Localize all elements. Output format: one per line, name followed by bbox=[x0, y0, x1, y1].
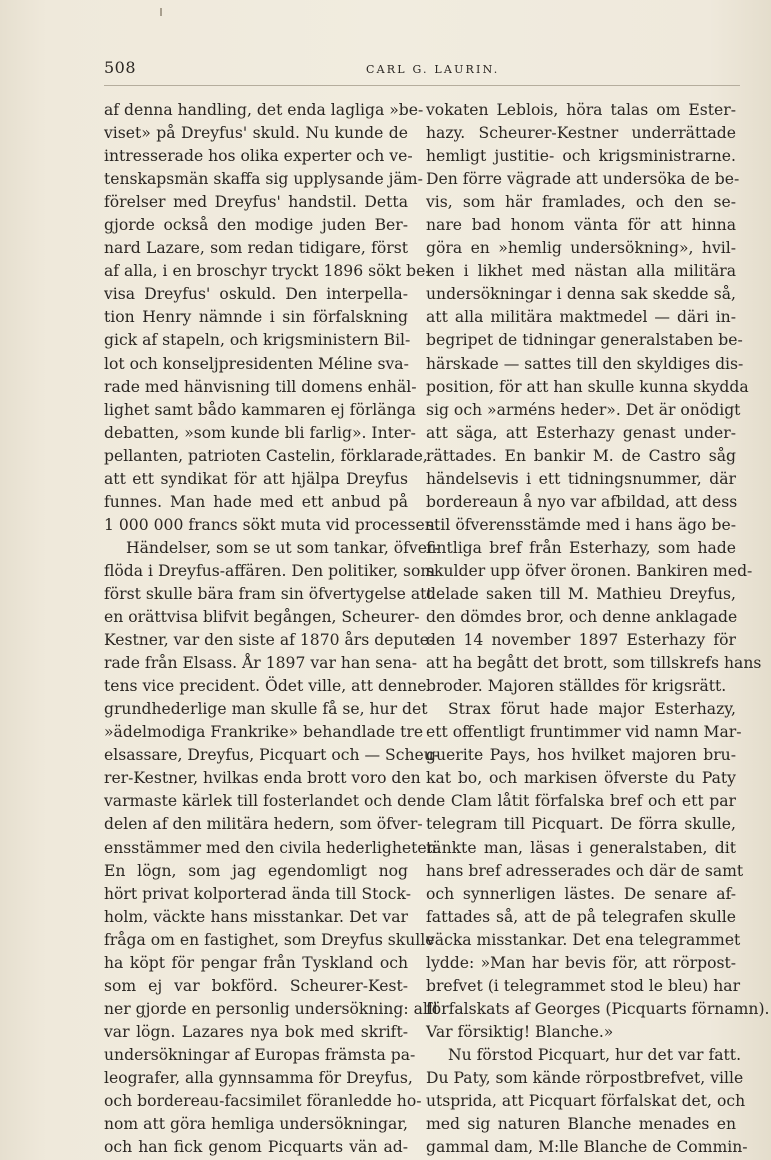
header-rule bbox=[104, 85, 740, 86]
right-column-line: delade saken till M. Mathieu Dreyfus, bbox=[426, 584, 736, 603]
left-column-line: pellanten, patrioten Castelin, förklarade, bbox=[104, 446, 428, 465]
right-column-line: Den förre vägrade att undersöka de be- bbox=[426, 170, 740, 189]
right-column-line: hazy. Scheurer-Kestner underrättade bbox=[426, 124, 736, 143]
left-column-line: visa Dreyfus' oskuld. Den interpella- bbox=[104, 285, 408, 304]
left-column-line: holm, väckte hans misstankar. Det var bbox=[104, 907, 408, 926]
left-column-line: hört privat kolporterad ända till Stock- bbox=[104, 884, 411, 903]
left-column-line: lighet samt bådo kammaren ej förlänga bbox=[104, 400, 416, 419]
right-column-line: bordereaun å nyo var afbildad, att dess bbox=[426, 492, 738, 511]
right-column-line: undersökningar i denna sak skedde så, bbox=[426, 285, 736, 304]
right-column-line: Du Paty, som kände rörpostbrefvet, ville bbox=[426, 1068, 744, 1087]
right-column-line: utsprida, att Picquart förfalskat det, och bbox=[426, 1092, 746, 1111]
left-column-line: tenskapsmän skaffa sig upplysande jäm- bbox=[104, 170, 423, 189]
left-column-line: att ett syndikat för att hjälpa Dreyfus bbox=[104, 469, 408, 488]
right-column-line: brefvet (i telegrammet stod le bleu) har bbox=[426, 976, 741, 995]
left-column-line: flöda i Dreyfus-affären. Den politiker, som bbox=[104, 561, 436, 580]
right-column-line: att säga, att Esterhazy genast under- bbox=[426, 423, 736, 442]
right-column-line: position, för att han skulle kunna skydda bbox=[426, 377, 749, 396]
right-column-line: kat bo, och markisen öfverste du Paty bbox=[426, 769, 736, 788]
left-column-line: och bordereau-facsimilet föranledde ho- bbox=[104, 1092, 422, 1111]
left-column-line: Händelser, som se ut som tankar, öfver- bbox=[126, 538, 440, 557]
left-column-line: gick af stapeln, och krigsministern Bil- bbox=[104, 331, 411, 350]
right-column-line: och synnerligen lästes. De senare af- bbox=[426, 884, 736, 903]
left-column-line: delen af den militära hedern, som öfver- bbox=[104, 815, 423, 834]
right-column-line: vis, som här framlades, och den se- bbox=[426, 193, 736, 212]
left-column-line: nom att göra hemliga undersökningar, bbox=[104, 1115, 408, 1134]
page-number: 508 bbox=[104, 58, 137, 77]
right-text-column bbox=[426, 99, 770, 1159]
left-column-line: varmaste kärlek till fosterlandet och den bbox=[104, 792, 427, 811]
right-column-line: Strax förut hade major Esterhazy, bbox=[448, 700, 736, 719]
right-column-line: väcka misstankar. Det ena telegrammet bbox=[426, 930, 741, 949]
right-column-line: nare bad honom vänta för att hinna bbox=[426, 216, 736, 235]
left-column-line: 1 000 000 francs sökt muta vid processen. bbox=[104, 515, 440, 534]
right-column-line: att alla militära maktmedel — däri in- bbox=[426, 308, 736, 327]
right-column-line: ett offentligt fruntimmer vid namn Mar- bbox=[426, 723, 742, 742]
left-column-line: lot och konseljpresidenten Méline sva- bbox=[104, 354, 409, 373]
left-column-line: En lögn, som jag egendomligt nog bbox=[104, 861, 408, 880]
right-column-line: ken i likhet med nästan alla militära bbox=[426, 262, 736, 281]
right-column-line: med sig naturen Blanche menades en bbox=[426, 1115, 736, 1134]
right-column-line: förfalskats af Georges (Picquarts förnamn). bbox=[426, 999, 770, 1018]
left-column-line: elsassare, Dreyfus, Picquart och — Scheu- bbox=[104, 746, 440, 765]
left-text-column bbox=[104, 99, 442, 1159]
right-column-line: skulder upp öfver öronen. Bankiren med- bbox=[426, 561, 753, 580]
left-column-line: fråga om en fastighet, som Dreyfus skulle bbox=[104, 930, 435, 949]
left-column-line: nard Lazare, som redan tidigare, först bbox=[104, 239, 408, 258]
right-column-line: hans bref adresserades och där de samt bbox=[426, 861, 744, 880]
left-column-line: viset» på Dreyfus' skuld. Nu kunde de bbox=[104, 124, 408, 143]
left-column-line: af alla, i en broschyr tryckt 1896 sökt be- bbox=[104, 262, 431, 281]
left-column-line: tens vice precident. Ödet ville, att denne bbox=[104, 677, 427, 696]
right-column-line: händelsevis i ett tidningsnummer, där bbox=[426, 469, 736, 488]
running-head bbox=[104, 58, 736, 84]
left-column-line: var lögn. Lazares nya bok med skrift- bbox=[104, 1022, 408, 1041]
right-column-line: lydde: »Man har bevis för, att rörpost- bbox=[426, 953, 736, 972]
running-title: CARL G. LAURIN. bbox=[366, 63, 500, 76]
right-column-line: fattades så, att de på telegrafen skulle bbox=[426, 907, 736, 926]
left-column-line: ha köpt för pengar från Tyskland och bbox=[104, 953, 408, 972]
left-column-line: intresserade hos olika experter och ve- bbox=[104, 147, 413, 166]
left-column-line: tion Henry nämnde i sin förfalskning bbox=[104, 308, 408, 327]
left-column-line: Kestner, var den siste af 1870 års depute- bbox=[104, 631, 435, 650]
left-column-line: grundhederlige man skulle få se, hur det bbox=[104, 700, 428, 719]
left-column-line: först skulle bära fram sin öfvertygelse att bbox=[104, 584, 433, 603]
right-column-line: Nu förstod Picquart, hur det var fatt. bbox=[448, 1045, 742, 1064]
print-mark bbox=[160, 8, 162, 16]
left-column-line: af denna handling, det enda lagliga »be- bbox=[104, 101, 424, 119]
left-column-line: som ej var bokförd. Scheurer-Kest- bbox=[104, 976, 408, 995]
left-column-line: och han fick genom Picquarts vän ad- bbox=[104, 1138, 408, 1157]
left-column-line: en orättvisa blifvit begången, Scheurer- bbox=[104, 608, 420, 627]
right-column-line: Var försiktig! Blanche.» bbox=[426, 1022, 614, 1041]
left-column-line: rer-Kestner, hvilkas enda brott voro den bbox=[104, 769, 421, 788]
left-column-line: undersökningar af Europas främsta pa- bbox=[104, 1045, 416, 1064]
right-column-line: de Clam låtit förfalska bref och ett par bbox=[426, 792, 736, 811]
left-column-line: ner gjorde en personlig undersökning: allt bbox=[104, 999, 440, 1018]
right-column-line: telegram till Picquart. De förra skulle, bbox=[426, 815, 736, 834]
right-column-line: göra en »hemlig undersökning», hvil- bbox=[426, 239, 736, 258]
right-column-line: vokaten Leblois, höra talas om Ester- bbox=[426, 101, 736, 119]
left-column-line: förelser med Dreyfus' handstil. Detta bbox=[104, 193, 408, 212]
right-column-line: att ha begått det brott, som tillskrefs hans bbox=[426, 654, 762, 673]
left-column-line: debatten, »som kunde bli farlig». Inter- bbox=[104, 423, 416, 442]
right-column-line: härskade — sattes till den skyldiges dis- bbox=[426, 354, 744, 373]
right-column-line: den 14 november 1897 Esterhazy för bbox=[426, 631, 736, 650]
right-column-line: stil öfverensstämde med i hans ägo be- bbox=[426, 515, 736, 534]
right-column-line: den dömdes bror, och denne anklagade bbox=[426, 608, 738, 627]
left-column-line: gjorde också den modige juden Ber- bbox=[104, 216, 408, 235]
left-column-line: rade med hänvisning till domens enhäl- bbox=[104, 377, 417, 396]
left-column-line: rade från Elsass. År 1897 var han sena- bbox=[104, 654, 418, 673]
right-column-line: broder. Majoren ställdes för krigsrätt. bbox=[426, 677, 727, 696]
left-column-line: »ädelmodiga Frankrike» behandlade tre bbox=[104, 723, 424, 742]
right-column-line: tänkte man, läsas i generalstaben, dit bbox=[426, 838, 736, 857]
left-column-line: leografer, alla gynnsamma för Dreyfus, bbox=[104, 1068, 413, 1087]
right-column-line: gammal dam, M:lle Blanche de Commin- bbox=[426, 1138, 748, 1157]
right-column-line: fintliga bref från Esterhazy, som hade bbox=[426, 538, 736, 557]
right-column-line: hemligt justitie- och krigsministrarne. bbox=[426, 147, 736, 166]
left-column-line: funnes. Man hade med ett anbud på bbox=[104, 492, 408, 511]
right-column-line: guerite Pays, hos hvilket majoren bru- bbox=[426, 746, 736, 765]
right-column-line: sig och »arméns heder». Det är onödigt bbox=[426, 400, 741, 419]
right-column-line: rättades. En bankir M. de Castro såg bbox=[426, 446, 736, 465]
right-column-line: begripet de tidningar generalstaben be- bbox=[426, 331, 743, 350]
left-column-line: ensstämmer med den civila hederligheten. bbox=[104, 838, 442, 857]
